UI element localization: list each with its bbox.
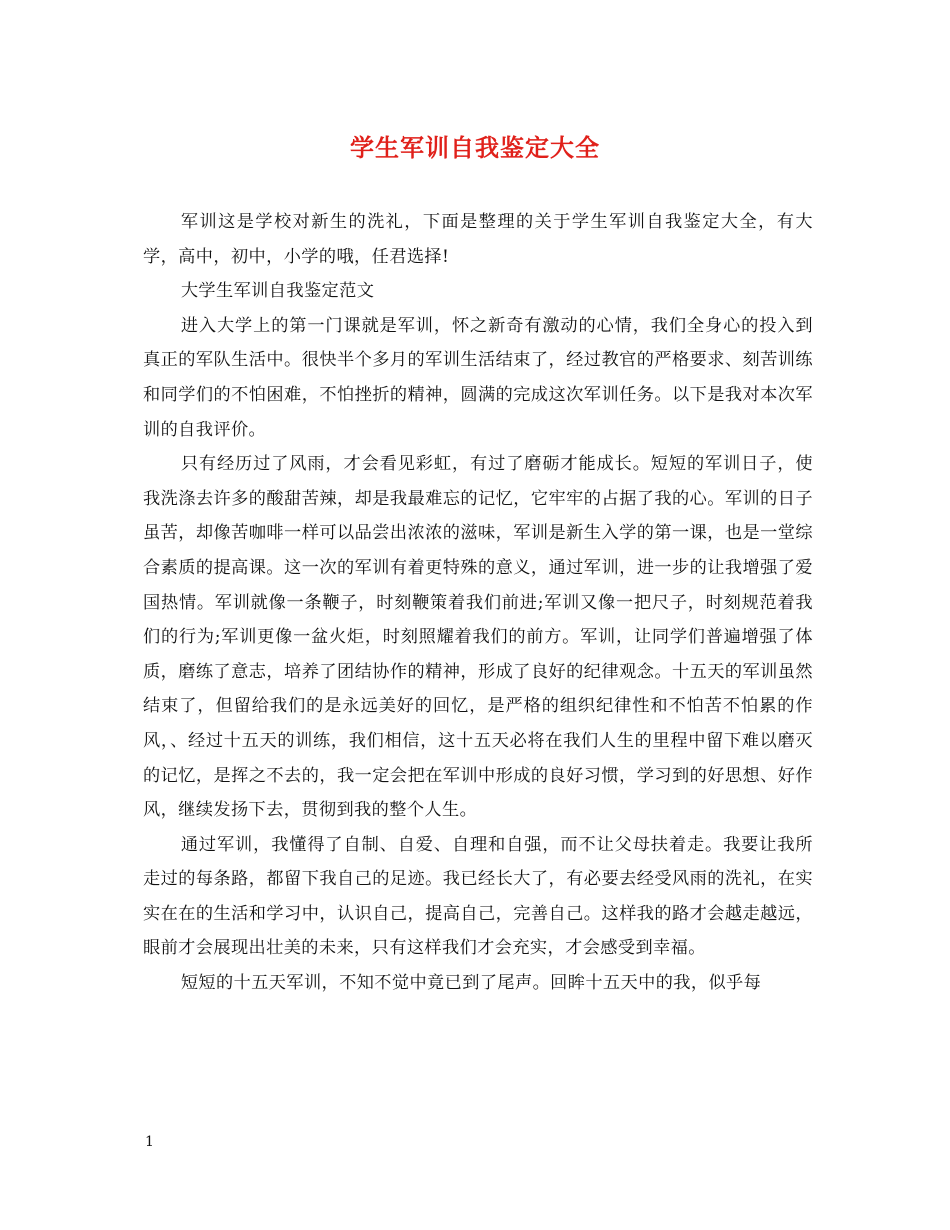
document-body xyxy=(143,205,813,1001)
paragraph-3: 通过军训，我懂得了自制、自爱、自理和自强，而不让父母扶着走。我要让我所走过的每条路，都留下我自己的足迹。我已经长大了，有必要去经受风雨的洗礼，在实实在在的生活和学习中，认识自己，提高自己，完善自己。这样我的路才会越走越远，眼前才会展现出壮美的未来，只有这样我们才会充实，才会感受到幸福。 xyxy=(143,834,813,959)
document-title: 学生军训自我鉴定大全 xyxy=(350,133,600,162)
paragraph-4: 短短的十五天军训，不知不觉中竟已到了尾声。回眸十五天中的我，似乎每 xyxy=(180,973,762,994)
page-number: 1 xyxy=(145,1134,154,1150)
paragraph-2: 只有经历过了风雨，才会看见彩虹，有过了磨砺才能成长。短短的军训日子，使我洗涤去许多的酸甜苦辣，却是我最难忘的记忆，它牢牢的占据了我的心。军训的日子虽苦，却像苦咖啡一样可以品尝出浓浓的滋味，军训是新生入学的第一课，也是一堂综合素质的提高课。这一次的军训有着更特殊的意义，通过军训，进一步的让我增强了爱国热情。军训就像一条鞭子，时刻鞭策着我们前进;军训又像一把尺子，时刻规范着我们的行为;军训更像一盆火炬，时刻照耀着我们的前方。军训，让同学们普遍增强了体质，磨练了意志，培养了团结协作的精神，形成了良好的纪律观念。十五天的军训虽然结束了，但留给我们的是永远美好的回忆，是严格的组织纪律性和不怕苦不怕累的作风，、经过十五天的训练，我们相信，这十五天必将在我们人生的里程中留下难以磨灭的记忆，是挥之不去的，我一定会把在军训中形成的良好习惯，学习到的好思想、好作风，继续发扬下去，贯彻到我的整个人生。 xyxy=(143,454,813,821)
paragraph-1: 进入大学上的第一门课就是军训，怀之新奇有激动的心情，我们全身心的投入到真正的军队生活中。很快半个多月的军训生活结束了，经过教官的严格要求、刻苦训练和同学们的不怕困难，不怕挫折的精神，圆满的完成这次军训任务。以下是我对本次军训的自我评价。 xyxy=(143,315,813,440)
paragraph-subheading: 大学生军训自我鉴定范文 xyxy=(180,281,375,302)
paragraph-intro: 军训这是学校对新生的洗礼，下面是整理的关于学生军训自我鉴定大全，有大学，高中，初中，小学的哦，任君选择! xyxy=(143,212,813,267)
